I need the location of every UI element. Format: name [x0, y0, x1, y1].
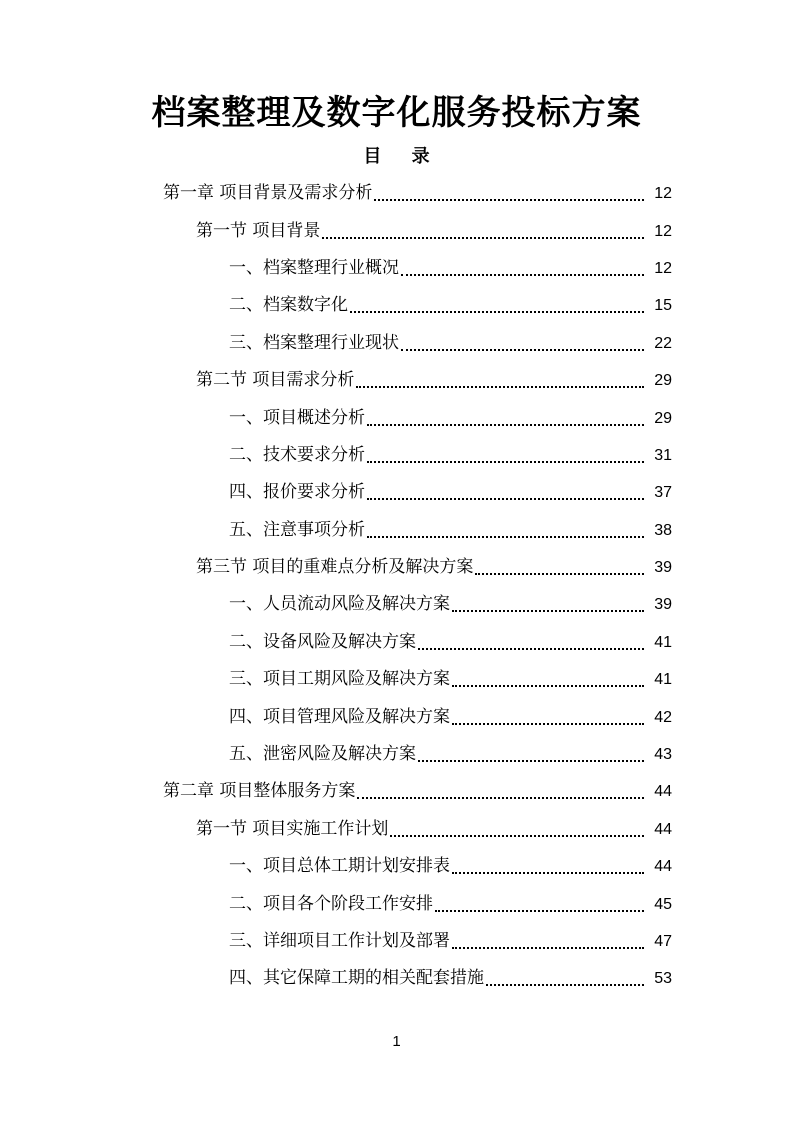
toc-entry-label: 第二章 项目整体服务方案: [163, 781, 356, 802]
toc-dot-leader: [401, 273, 644, 276]
toc-dot-leader: [390, 834, 644, 837]
toc-entry-label: 第一节 项目背景: [196, 220, 321, 241]
toc-entry[interactable]: [0, 624, 793, 661]
toc-entry-page: 53: [654, 970, 672, 988]
toc-dot-leader: [452, 722, 644, 725]
toc-entry-page: 15: [654, 297, 672, 315]
toc-entry[interactable]: [0, 736, 793, 773]
toc-entry-page: 12: [654, 259, 672, 277]
toc-entry[interactable]: [0, 960, 793, 997]
toc-entry[interactable]: [0, 399, 793, 436]
toc-entry-label: 二、设备风险及解决方案: [229, 631, 416, 652]
toc-entry-label: 第二节 项目需求分析: [196, 370, 355, 391]
toc-entry-page: 41: [654, 633, 672, 651]
toc-entry-page: 41: [654, 671, 672, 689]
toc-entry-label: 四、报价要求分析: [229, 482, 365, 503]
toc-entry-page: 44: [654, 783, 672, 801]
page-number: 1: [392, 1033, 401, 1050]
toc-entry-page: 29: [654, 409, 672, 427]
toc-dot-leader: [452, 684, 644, 687]
toc-entry-label: 一、项目总体工期计划安排表: [229, 856, 450, 877]
toc-dot-leader: [367, 535, 644, 538]
toc-dot-leader: [452, 946, 644, 949]
toc-entry-page: 29: [654, 372, 672, 390]
toc-entry-page: 31: [654, 446, 672, 464]
toc-entry-label: 第一节 项目实施工作计划: [196, 818, 389, 839]
toc-entry-label: 四、其它保障工期的相关配套措施: [229, 968, 484, 989]
toc-entry-page: 47: [654, 933, 672, 950]
toc-entry-label: 五、泄密风险及解决方案: [229, 744, 416, 765]
toc-entry-page: 37: [654, 484, 672, 502]
toc-dot-leader: [475, 572, 644, 575]
table-of-contents: [0, 175, 793, 998]
toc-entry-label: 三、档案整理行业现状: [229, 332, 399, 353]
toc-entry-label: 第一章 项目背景及需求分析: [163, 183, 373, 204]
toc-entry[interactable]: [0, 287, 793, 324]
toc-entry-page: 43: [654, 746, 672, 764]
toc-entry-page: 44: [654, 820, 672, 838]
toc-dot-leader: [374, 198, 644, 201]
toc-entry-page: 12: [654, 185, 672, 203]
toc-entry[interactable]: [0, 512, 793, 549]
toc-entry-page: 12: [654, 222, 672, 240]
toc-dot-leader: [322, 236, 644, 239]
toc-entry[interactable]: [0, 212, 793, 249]
toc-entry-page: 44: [654, 858, 672, 876]
toc-entry[interactable]: [0, 586, 793, 623]
toc-dot-leader: [356, 385, 644, 388]
document-title: 档案整理及数字化服务投标方案: [151, 93, 642, 133]
toc-entry-page: 45: [654, 895, 672, 913]
toc-entry-page: 42: [654, 708, 672, 726]
toc-heading-text: 目 录: [363, 146, 442, 167]
toc-entry[interactable]: [0, 811, 793, 848]
toc-entry[interactable]: [0, 362, 793, 399]
toc-entry[interactable]: [0, 698, 793, 735]
toc-dot-leader: [357, 796, 644, 799]
toc-dot-leader: [367, 497, 644, 500]
toc-entry-label: 一、档案整理行业概况: [229, 257, 399, 278]
toc-dot-leader: [367, 460, 644, 463]
toc-entry-label: 二、档案数字化: [229, 295, 348, 316]
toc-dot-leader: [401, 348, 644, 351]
toc-entry-page: 39: [654, 596, 672, 614]
toc-dot-leader: [418, 647, 644, 650]
toc-dot-leader: [350, 310, 644, 313]
toc-entry-label: 一、项目概述分析: [229, 407, 365, 428]
toc-entry-label: 五、注意事项分析: [229, 519, 365, 540]
toc-entry-page: 38: [654, 521, 672, 539]
toc-entry[interactable]: [0, 848, 793, 885]
toc-entry-label: 四、项目管理风险及解决方案: [229, 706, 450, 727]
toc-entry-page: 22: [654, 334, 672, 352]
toc-dot-leader: [452, 609, 644, 612]
toc-dot-leader: [418, 759, 644, 762]
toc-entry-label: 二、技术要求分析: [229, 444, 365, 465]
toc-dot-leader: [367, 423, 644, 426]
toc-entry[interactable]: [0, 885, 793, 922]
toc-entry[interactable]: [0, 437, 793, 474]
toc-entry-label: 三、详细项目工作计划及部署: [229, 931, 450, 951]
toc-dot-leader: [486, 983, 644, 986]
toc-entry[interactable]: [0, 325, 793, 362]
toc-entry[interactable]: [0, 474, 793, 511]
toc-entry-label: 三、项目工期风险及解决方案: [229, 669, 450, 690]
toc-entry[interactable]: [0, 549, 793, 586]
toc-dot-leader: [435, 909, 644, 912]
toc-entry-label: 二、项目各个阶段工作安排: [229, 893, 433, 914]
toc-entry[interactable]: [0, 250, 793, 287]
toc-dot-leader: [452, 871, 644, 874]
toc-entry-page: 39: [654, 559, 672, 577]
toc-heading: [0, 143, 793, 171]
toc-entry-label: 一、人员流动风险及解决方案: [229, 594, 450, 615]
toc-entry[interactable]: [0, 175, 793, 212]
toc-entry-label: 第三节 项目的重难点分析及解决方案: [196, 557, 474, 578]
toc-entry[interactable]: [0, 773, 793, 810]
toc-entry[interactable]: [0, 661, 793, 698]
toc-entry[interactable]: [0, 923, 793, 960]
